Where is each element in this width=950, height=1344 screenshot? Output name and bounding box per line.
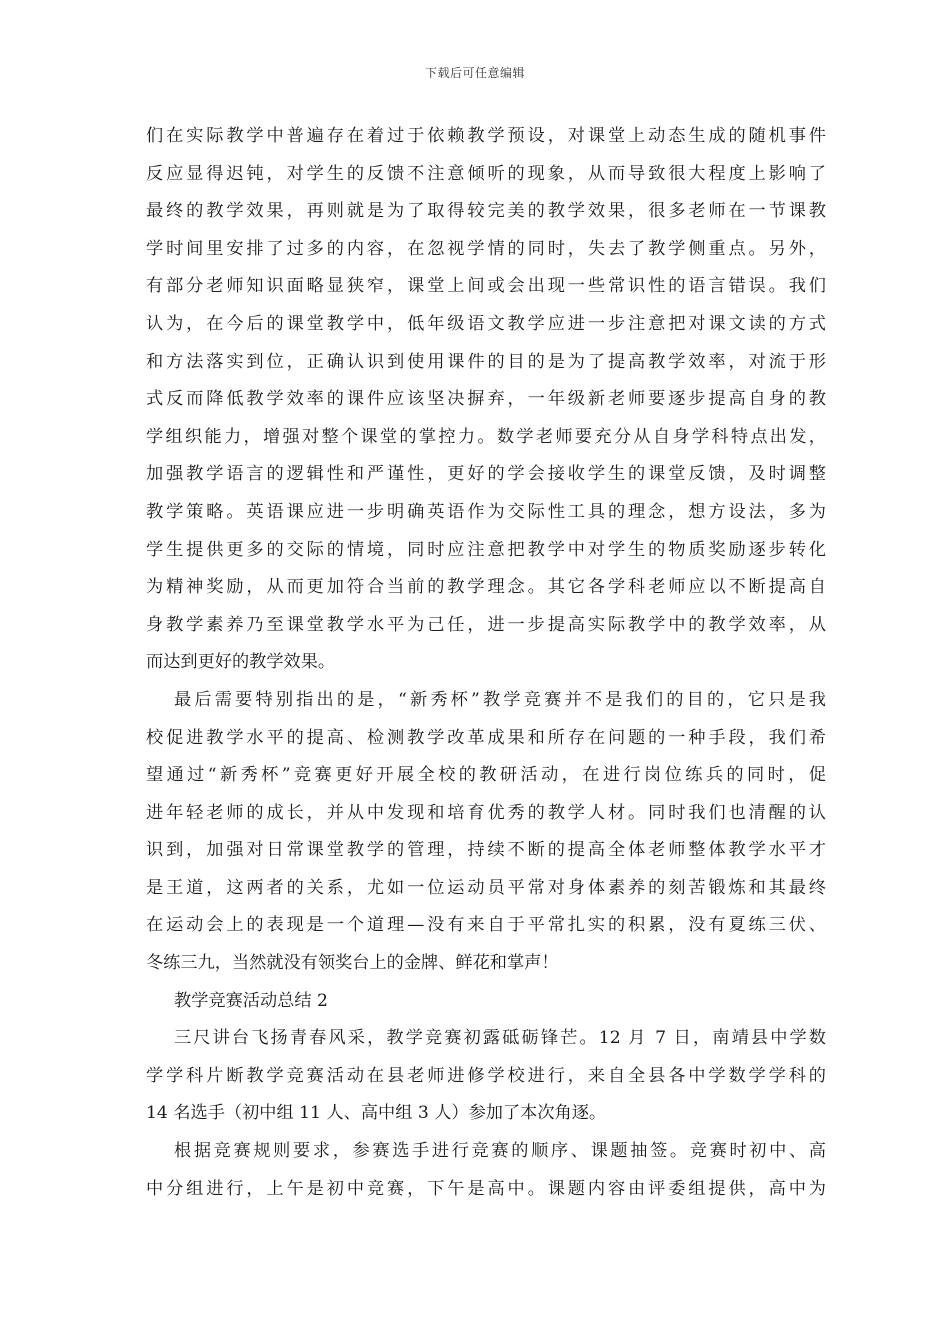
text-line: 加强教学语言的逻辑性和严谨性，更好的学会接收学生的课堂反馈，及时调整 — [146, 464, 826, 485]
text-line: 教学策略。英语课应进一步明确英语作为交际性工具的理念，想方设法，多为 — [146, 501, 826, 522]
text-line: 学组织能力，增强对整个课堂的掌控力。数学老师要充分从自身学科特点出发， — [146, 426, 826, 447]
page-header: 下载后可任意编辑 — [424, 66, 525, 80]
text-line: 学时间里安排了过多的内容，在忽视学情的同时，失去了教学侧重点。另外， — [146, 238, 826, 259]
text-line: 是王道，这两者的关系，尤如一位运动员平常对身体素养的刻苦锻炼和其最终 — [146, 877, 826, 898]
text-line: 进年轻老师的成长，并从中发现和培育优秀的教学人材。同时我们也清醒的认 — [146, 802, 826, 823]
text-line: 有部分老师知识面略显狭窄，课堂上间或会出现一些常识性的语言错误。我们 — [146, 276, 826, 297]
text-line: 校促进教学水平的提高、检测教学改革成果和所存在问题的一种手段，我们希 — [146, 727, 826, 748]
text-line: 和方法落实到位，正确认识到使用课件的目的是为了提高教学效率，对流于形 — [146, 351, 826, 372]
text-line: 式反而降低教学效率的课件应该坚决摒弃，一年级新老师要逐步提高自身的教 — [146, 389, 826, 410]
text-line: 学学科片断教学竞赛活动在县老师进修学校进行，来自全县各中学数学学科的 — [146, 1065, 826, 1086]
text-line: 为精神奖励，从而更加符合当前的教学理念。其它各学科老师应以不断提高自 — [146, 577, 826, 598]
text-line: 们在实际教学中普遍存在着过于依赖教学预设，对课堂上动态生成的随机事件 — [146, 126, 826, 146]
text-line: 14 名选手（初中组 11 人、高中组 3 人）参加了本次角逐。 — [146, 1103, 607, 1124]
text-line: 中分组进行，上午是初中竞赛，下午是高中。课题内容由评委组提供，高中为 — [146, 1178, 826, 1199]
text-line: 望通过“新秀杯”竞赛更好开展全校的教研活动，在进行岗位练兵的同时，促 — [146, 765, 826, 786]
text-line: 三尺讲台飞扬青春风采，教学竞赛初露砥砺锋芒。12 月 7 日，南靖县中学数 — [174, 1028, 826, 1049]
text-line: 认为，在今后的课堂教学中，低年级语文教学应进一步注意把对课文读的方式 — [146, 313, 826, 334]
text-line: 教学竞赛活动总结 2 — [174, 990, 328, 1011]
text-line: 在运动会上的表现是一个道理—没有来自于平常扎实的积累，没有夏练三伏、 — [146, 915, 826, 936]
text-line: 最后需要特别指出的是，“新秀杯”教学竞赛并不是我们的目的，它只是我 — [174, 689, 826, 710]
text-line: 身教学素养乃至课堂教学水平为己任，进一步提高实际教学中的教学效率，从 — [146, 614, 826, 635]
text-line: 根据竞赛规则要求，参赛选手进行竞赛的顺序、课题抽签。竞赛时初中、高 — [174, 1141, 826, 1162]
text-line: 识到，加强对日常课堂教学的管理，持续不断的提高全体老师整体教学水平才 — [146, 840, 826, 861]
text-line: 冬练三九，当然就没有领奖台上的金牌、鲜花和掌声！ — [146, 953, 559, 974]
text-line: 学生提供更多的交际的情境，同时应注意把教学中对学生的物质奖励逐步转化 — [146, 539, 826, 560]
text-line: 最终的教学效果，再则就是为了取得较完美的教学效果，很多老师在一节课教 — [146, 201, 826, 222]
document-body — [146, 118, 826, 1208]
text-line: 而达到更好的教学效果。 — [146, 652, 336, 673]
text-line: 反应显得迟钝，对学生的反馈不注意倾听的现象，从而导致很大程度上影响了 — [146, 163, 826, 184]
